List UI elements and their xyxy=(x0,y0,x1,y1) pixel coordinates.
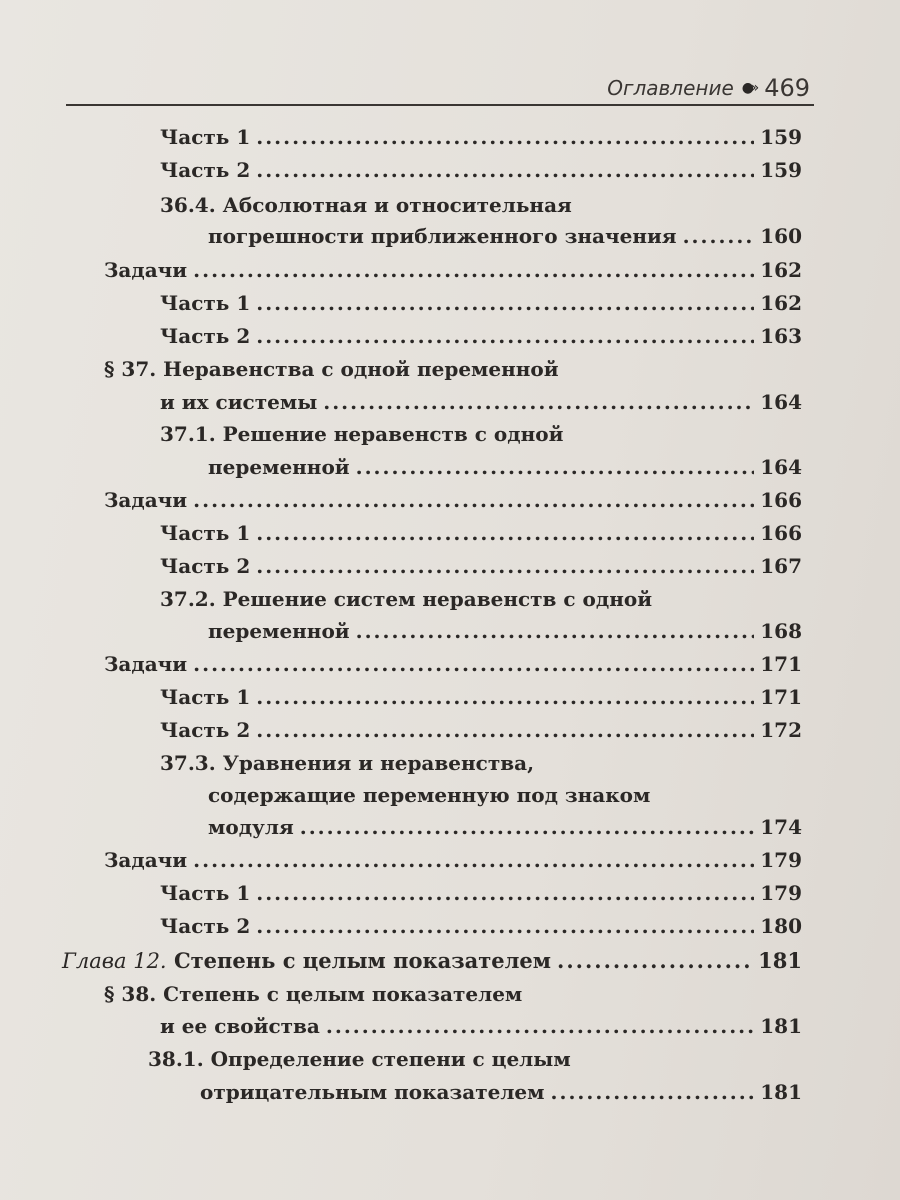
running-header xyxy=(66,72,814,106)
toc-entry: Часть 1 ..... 171 xyxy=(160,685,802,709)
chapter-prefix: Глава 12. xyxy=(62,949,167,973)
toc-entry: и их системы ..... 164 xyxy=(160,390,802,414)
toc-entry-line: 37.1. Решение неравенств с одной xyxy=(160,422,564,446)
toc-entry: Часть 1 ..... 159 xyxy=(160,125,802,149)
toc-entry-line: 37.2. Решение систем неравенств с одной xyxy=(160,587,653,611)
toc-entry: Задачи ..... 162 xyxy=(104,258,802,282)
toc-entry: погрешности приближенного значения ..... 160 xyxy=(208,224,802,248)
toc-entry: Задачи ..... 166 xyxy=(104,488,802,512)
toc-entry: Часть 1 ..... 166 xyxy=(160,521,802,545)
page-number: 469 xyxy=(764,74,810,102)
toc-entry: Часть 2 ..... 159 xyxy=(160,158,802,182)
toc-entry: Часть 1 ..... 179 xyxy=(160,881,802,905)
toc-entry: Часть 2 ..... 163 xyxy=(160,324,802,348)
toc-entry: Задачи ..... 179 xyxy=(104,848,802,872)
toc-entry: Часть 2 ..... 167 xyxy=(160,554,802,578)
toc-entry: и ее свойства ..... 181 xyxy=(160,1014,802,1038)
toc-entry-line: 36.4. Абсолютная и относительная xyxy=(160,193,572,217)
toc-entry-line: 38.1. Определение степени с целым xyxy=(148,1047,571,1071)
toc-entry-line: § 38. Степень с целым показателем xyxy=(104,982,523,1006)
toc-entry: переменной ..... 164 xyxy=(208,455,802,479)
toc-entry: Часть 1 ..... 162 xyxy=(160,291,802,315)
header-title: Оглавление xyxy=(607,76,734,100)
ornament-icon: ●›› xyxy=(741,80,757,96)
chapter-entry: Глава 12. Степень с целым показателем ..... 181 xyxy=(62,948,802,973)
toc-entry: переменной ..... 168 xyxy=(208,619,802,643)
toc-entry-line: § 37. Неравенства с одной переменной xyxy=(104,357,559,381)
toc-entry: Часть 2 ..... 172 xyxy=(160,718,802,742)
toc-entry: отрицательным показателем ..... 181 xyxy=(200,1080,802,1104)
toc-entry: модуля ..... 174 xyxy=(208,815,802,839)
toc-entry-line: 37.3. Уравнения и неравенства, xyxy=(160,751,535,775)
toc-entry-line: содержащие переменную под знаком xyxy=(208,783,651,807)
toc-entry: Задачи ..... 171 xyxy=(104,652,802,676)
toc-entry: Часть 2 ..... 180 xyxy=(160,914,802,938)
